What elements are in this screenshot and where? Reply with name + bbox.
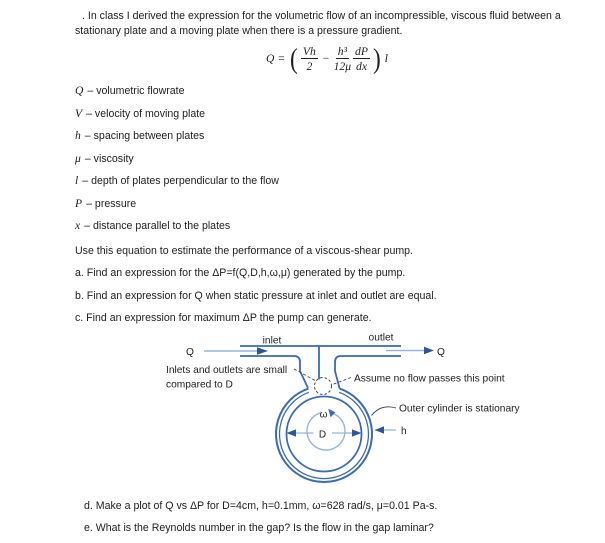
omega-label: ω [319,409,328,421]
gap-arrowhead-icon [375,426,385,433]
outlet-flow-arrowhead-icon [424,347,434,355]
task-c: c. Find an expression for maximum ΔP the pump can generate. [75,312,372,324]
no-flow-point-dashed-circle [315,378,332,395]
note-inlets-small-line1: Inlets and outlets are small [166,365,288,376]
inlet-label: inlet [262,335,282,347]
rotation-arrowhead-icon [328,409,335,418]
var-description: – pressure [86,197,137,210]
gap-label: h [401,426,407,437]
equation-block [49,42,605,75]
var-description: – spacing between plates [84,130,205,142]
var-symbol: P [75,196,83,210]
fraction-denominator: 12μ [333,59,352,73]
fraction-vh-2 [301,45,318,73]
outer-cylinder-outer-wall [276,389,372,482]
var-symbol: μ [75,151,81,165]
equals-sign: = [277,52,286,66]
definition-l [75,175,279,187]
definition-h [75,130,204,142]
task-intro: Use this equation to estimate the performance of a viscous-shear pump. [75,244,413,257]
small-note-leader-line [294,369,316,381]
definition-P [75,198,136,210]
definition-mu [75,153,134,165]
outlet-label: outlet [368,332,394,344]
task-d: d. Make a plot of Q vs ΔP for D=4cm, h=0.1mm, ω=628 rad/s, μ=0.01 Pa-s. [84,500,438,512]
var-symbol: x [75,219,81,232]
equation [266,42,388,75]
var-symbol: l [75,174,79,187]
inlet-flow-arrowhead-icon [257,347,268,355]
outer-note-leader-line [372,407,397,416]
task-e: e. What is the Reynolds number in the gap? Is the flow in the gap laminar? [84,522,434,534]
fraction-numerator: h³ [337,45,347,58]
flowrate-label-right: Q [437,347,445,358]
fraction-numerator: dP [355,45,368,58]
fraction-dp-dx [353,45,370,73]
note-no-flow: Assume no flow passes this point [354,373,505,385]
outlet-pipe-bottom-wall [335,356,401,389]
intro-line-2: stationary plate and a moving plate when there is a pressure gradient. [75,24,403,37]
definition-V [75,108,205,120]
diameter-left-arrowhead-icon [287,429,297,436]
equation-lhs: Q [266,52,275,66]
inlet-pipe-bottom-wall [240,356,308,388]
var-symbol: Q [75,84,84,97]
open-paren: ( [290,42,298,75]
fraction-denominator: 2 [306,59,313,73]
fraction-numerator: Vh [302,45,316,58]
fraction-denominator: dx [356,59,367,73]
note-inlets-small-line2: compared to D [166,379,233,391]
task-a: a. Find an expression for the ΔP=f(Q,D,h,ω,μ) generated by the pump. [75,267,406,279]
var-description: – depth of plates perpendicular to the flow [82,175,279,187]
rotation-arc [307,413,345,450]
var-symbol: V [75,106,83,120]
fraction-h3-12mu [334,45,351,73]
var-symbol: h [75,129,81,142]
flowrate-label-left: Q [186,347,194,358]
definition-Q [75,85,185,97]
note-outer-stationary: Outer cylinder is stationary [399,403,520,415]
var-description: – distance parallel to the plates [84,220,231,232]
var-description: – volumetric flowrate [87,85,185,97]
minus-sign: − [321,52,330,66]
close-paren: ) [372,42,381,75]
inner-rotating-cylinder [287,397,362,472]
diameter-label: D [318,429,327,441]
var-description: – viscosity [84,152,134,165]
task-b: b. Find an expression for Q when static pressure at inlet and outlet are equal. [75,289,437,302]
diameter-right-arrowhead-icon [352,429,362,436]
var-description: – velocity of moving plate [86,107,206,120]
outer-cylinder-inner-wall [280,392,369,478]
intro-line-1: . In class I derived the expression for the volumetric flow of an incompressible, viscous fluid between a [82,10,561,22]
depth-factor: l [384,51,388,66]
definition-x [75,220,230,232]
no-flow-leader-line [333,378,352,385]
